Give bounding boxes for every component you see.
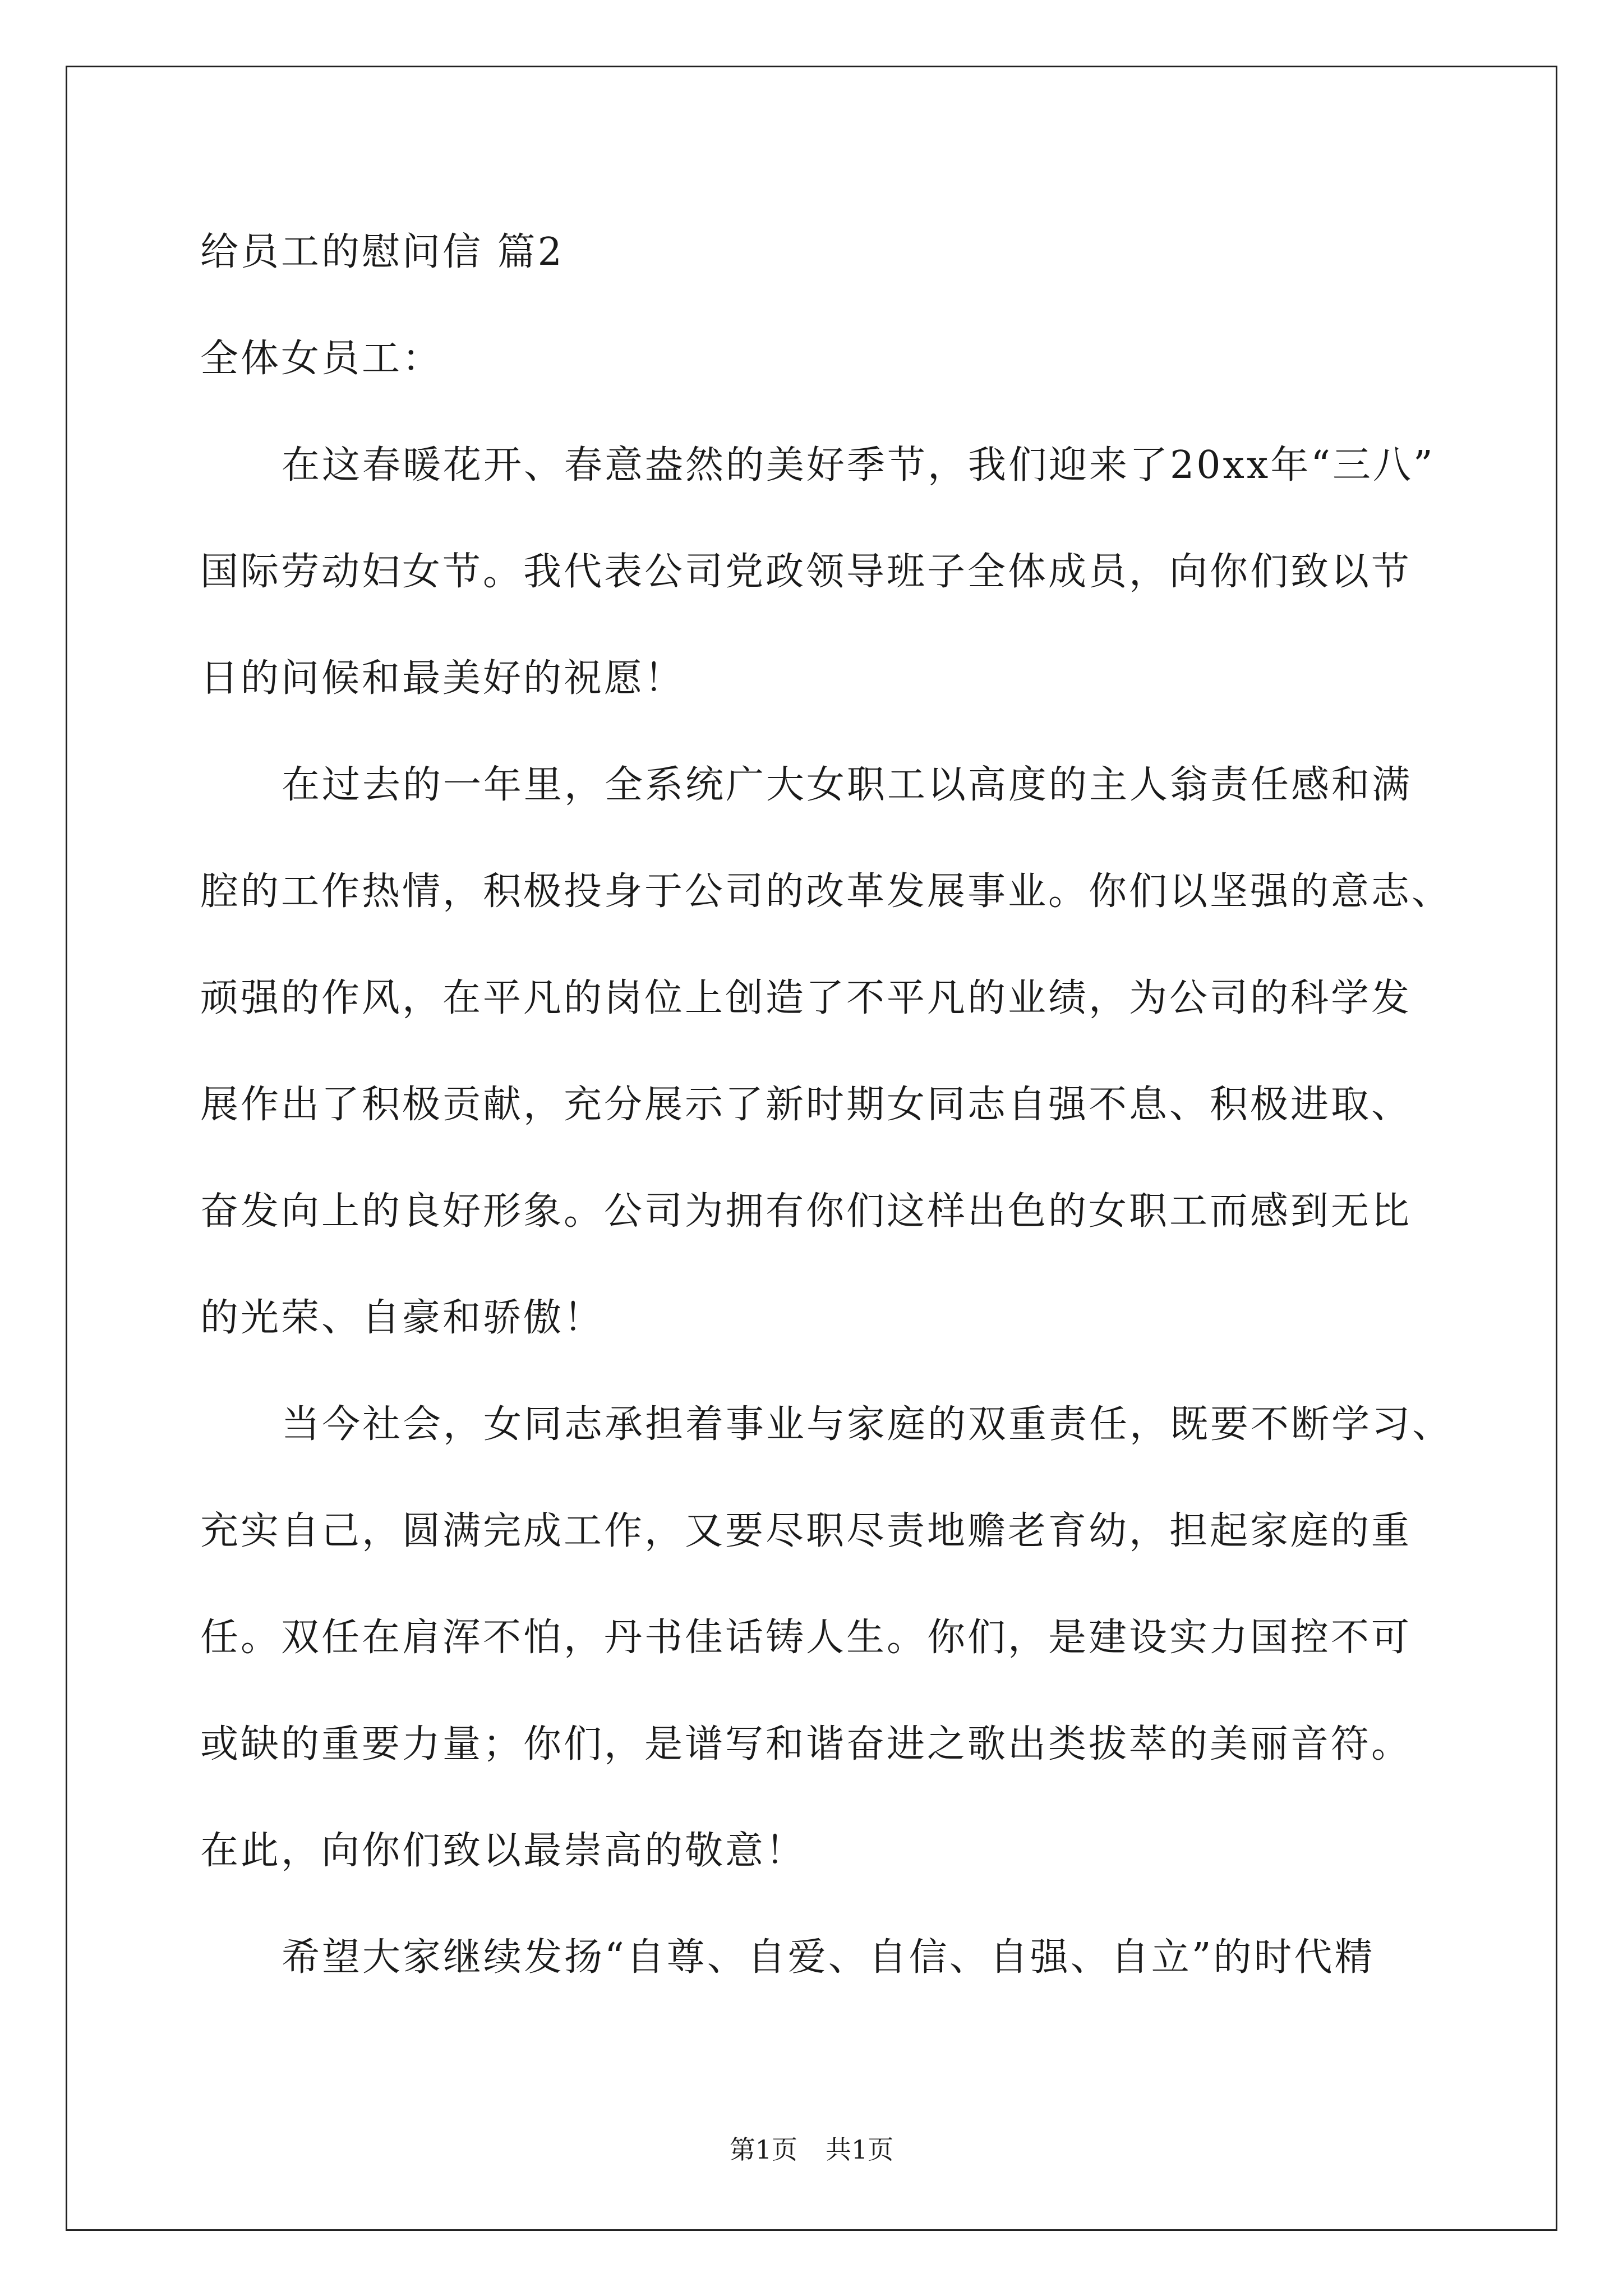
body-line: 奋发向上的良好形象。公司为拥有你们这样出色的女职工而感到无比 <box>200 1189 1412 1234</box>
body-line: 展作出了积极贡献，充分展示了新时期女同志自强不息、积极进取、 <box>200 1083 1412 1127</box>
page-footer <box>0 2134 1623 2165</box>
page-number: 第1页 <box>729 2134 797 2165</box>
body-line: 在这春暖花开、春意盎然的美好季节，我们迎来了20xx年“三八” <box>282 443 1435 487</box>
page-border <box>66 66 1557 2231</box>
body-line: 的光荣、自豪和骄傲！ <box>200 1296 605 1340</box>
body-line: 国际劳动妇女节。我代表公司党政领导班子全体成员，向你们致以节 <box>200 550 1412 594</box>
body-line: 充实自己，圆满完成工作，又要尽职尽责地赡老育幼，担起家庭的重 <box>200 1509 1412 1553</box>
body-line: 腔的工作热情，积极投身于公司的改革发展事业。你们以坚强的意志、 <box>200 869 1453 914</box>
body-line: 当今社会，女同志承担着事业与家庭的双重责任，既要不断学习、 <box>282 1402 1453 1447</box>
body-line: 日的问候和最美好的祝愿！ <box>200 656 685 701</box>
body-line: 或缺的重要力量；你们，是谱写和谐奋进之歌出类拔萃的美丽音符。 <box>200 1722 1412 1766</box>
body-line: 顽强的作风，在平凡的岗位上创造了不平凡的业绩，为公司的科学发 <box>200 976 1412 1020</box>
page-total: 共1页 <box>826 2134 894 2165</box>
body-line: 在过去的一年里，全系统广大女职工以高度的主人翁责任感和满 <box>282 763 1413 807</box>
body-line: 希望大家继续发扬“自尊、自爱、自信、自强、自立”的时代精 <box>282 1935 1375 1980</box>
document-title: 给员工的慰问信 篇2 <box>200 230 564 274</box>
body-line: 任。双任在肩浑不怕，丹书佳话铸人生。你们，是建设实力国控不可 <box>200 1616 1412 1660</box>
body-line: 在此，向你们致以最崇高的敬意！ <box>200 1829 806 1873</box>
salutation: 全体女员工： <box>200 337 443 381</box>
